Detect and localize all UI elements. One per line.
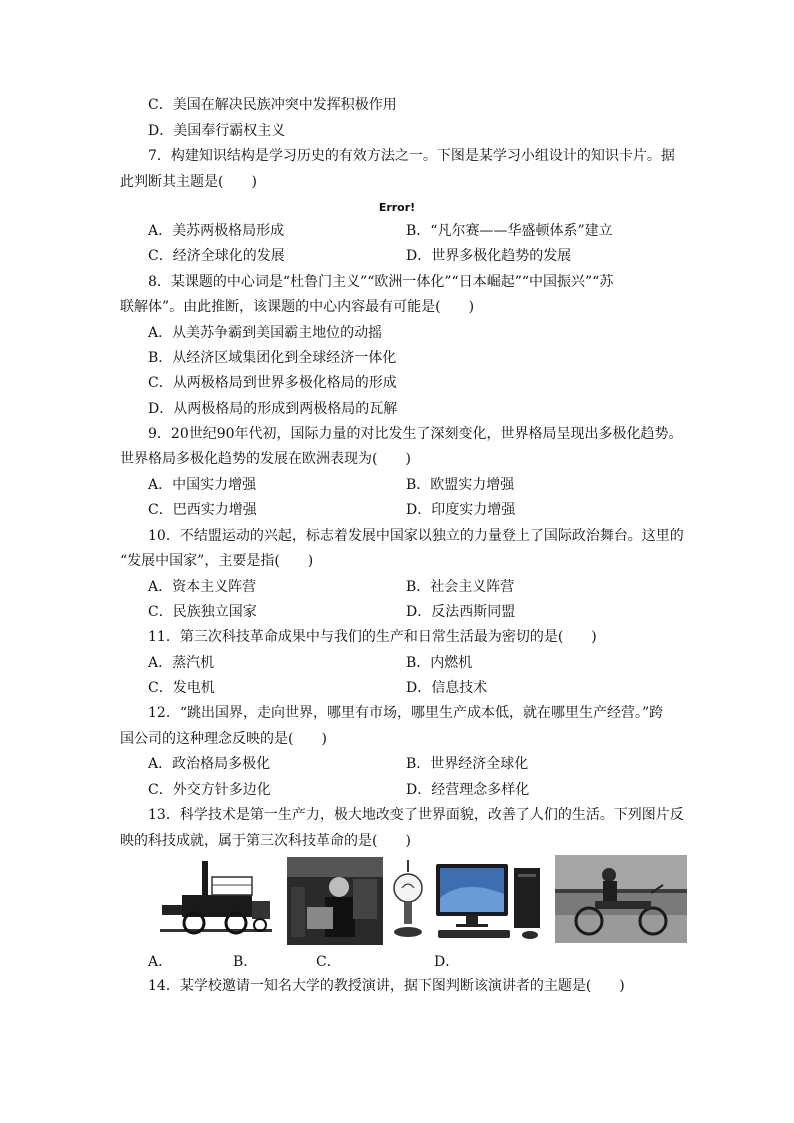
q10-option-c: C．民族独立国家 [148,604,257,620]
early-car-photo-image [555,855,687,943]
q13-stem-line1: 13．科学技术是第一生产力，极大地改变了世界面貌，改善了人们的生活。下列图片反 [148,807,684,823]
q7-option-c: C．经济全球化的发展 [148,248,285,264]
q9-stem-line2: 世界格局多极化趋势的发展在欧洲表现为( ) [120,451,411,467]
q10-stem-line1: 10．不结盟运动的兴起，标志着发展中国家以独立的力量登上了国际政治舞台。这里的 [148,528,684,544]
q9-option-c: C．巴西实力增强 [148,502,257,518]
q10-option-a: A．资本主义阵营 [148,579,257,595]
q7-error-placeholder: Error! [378,201,416,214]
option-d-prev: D．美国奉行霸权主义 [148,123,286,139]
q8-option-b: B．从经济区域集团化到全球经济一体化 [148,350,397,366]
edison-photo-image [287,857,383,945]
q8-option-d: D．从两极格局的形成到两极格局的瓦解 [148,401,398,417]
q9-option-d: D．印度实力增强 [406,502,516,518]
q12-option-d: D．经营理念多样化 [406,782,530,798]
q11-option-c: C．发电机 [148,680,215,696]
locomotive-image [152,857,278,945]
computer-image [434,858,546,942]
q11-option-b: B．内燃机 [406,655,473,671]
q10-stem-line2: “发展中国家”，主要是指( ) [120,553,314,569]
q9-stem-line1: 9．20世纪90年代初，国际力量的对比发生了深刻变化，世界格局呈现出多极化趋势。 [148,426,683,442]
light-bulb-image [390,860,426,942]
q8-option-a: A．从美苏争霸到美国霸主地位的动摇 [148,325,383,341]
option-c-prev: C．美国在解决民族冲突中发挥积极作用 [148,97,397,113]
q8-stem-line2: 联解体”。由此推断，该课题的中心内容最有可能是( ) [120,299,475,315]
q7-stem-line1: 7．构建知识结构是学习历史的有效方法之一。下图是某学习小组设计的知识卡片。据 [148,148,675,164]
q13-stem-line2: 映的科技成就，属于第三次科技革命的是( ) [120,833,411,849]
q13-option-b: B． [233,954,258,970]
q13-option-d: D． [434,954,460,970]
q13-option-c: C． [316,954,341,970]
q8-stem-line1: 8．某课题的中心词是“杜鲁门主义”“欧洲一体化”“日本崛起”“中国振兴”“苏 [148,274,614,290]
q11-option-a: A．蒸汽机 [148,655,215,671]
q9-option-a: A．中国实力增强 [148,477,257,493]
q9-option-b: B．欧盟实力增强 [406,477,515,493]
q12-option-a: A．政治格局多极化 [148,756,271,772]
q10-option-b: B．社会主义阵营 [406,579,515,595]
q10-option-d: D．反法西斯同盟 [406,604,516,620]
q12-stem-line2: 国公司的这种理念反映的是( ) [120,731,327,747]
q7-option-a: A．美苏两极格局形成 [148,223,285,239]
q12-option-c: C．外交方针多边化 [148,782,271,798]
q11-option-d: D．信息技术 [406,680,488,696]
q7-option-b: B．“凡尔赛——华盛顿体系”建立 [406,223,613,239]
q8-option-c: C．从两极格局到世界多极化格局的形成 [148,375,397,391]
q11-stem-line1: 11．第三次科技革命成果中与我们的生产和日常生活最为密切的是( ) [148,629,597,645]
q7-stem-line2: 此判断其主题是( ) [120,174,257,190]
q13-option-a: A． [148,954,173,970]
q14-stem-line1: 14．某学校邀请一知名大学的教授演讲，据下图判断该演讲者的主题是( ) [148,978,625,994]
q7-option-d: D．世界多极化趋势的发展 [406,248,572,264]
q12-stem-line1: 12．“跳出国界，走向世界，哪里有市场，哪里生产成本低，就在哪里生产经营。”跨 [148,705,664,721]
q12-option-b: B．世界经济全球化 [406,756,529,772]
